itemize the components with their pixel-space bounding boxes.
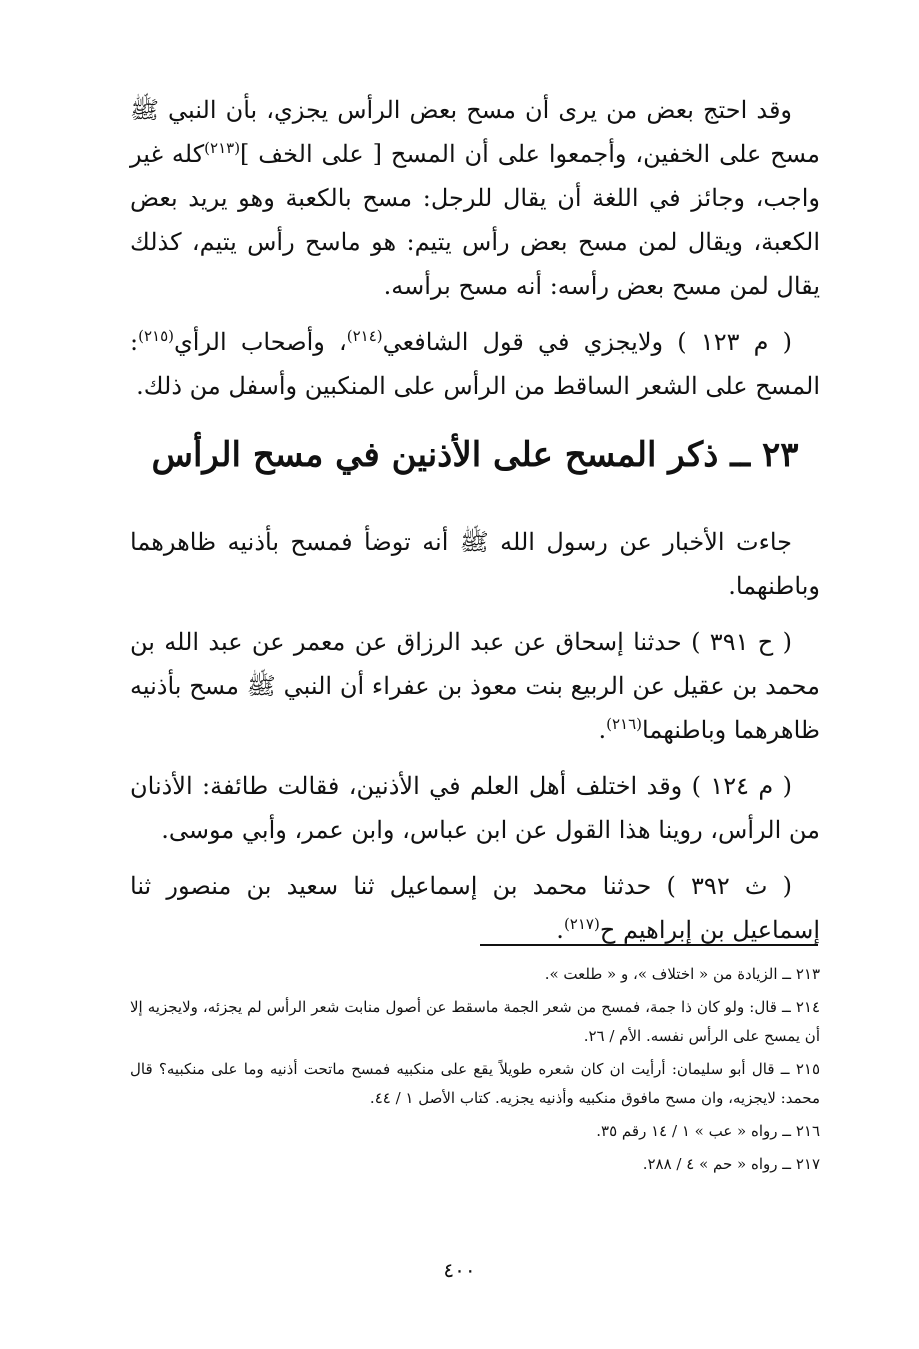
paragraph-text: كله غير واجب، وجائز في اللغة أن يقال للرجل: مسح بالكعبة وهو يريد بعض الكعبة، ويقال لمن مسح بعض رأس يتيم: هو ماسح رأس يتيم، كذلك يقال لمن مسح بعض رأسه: أنه مسح برأسه. [130, 140, 820, 300]
paragraph-text: ( م ١٢٣ ) ولايجزي في قول الشافعي [382, 328, 792, 356]
footnote: ٢١٣ ــ الزيادة من « اختلاف »، و « طلعت ». [544, 965, 820, 983]
footnotes [130, 960, 820, 1183]
section-heading: ٢٣ ــ ذكر المسح على الأذنين في مسح الرأس [151, 435, 799, 475]
paragraph-6 [130, 864, 820, 952]
footnote-ref[interactable]: (٢١٧) [563, 915, 600, 933]
paragraph-2 [130, 320, 820, 408]
paragraph-4 [130, 620, 820, 752]
footnote-ref[interactable]: (٢١٤) [346, 327, 383, 345]
footnote-ref[interactable]: (٢١٥) [138, 327, 174, 345]
main-text [130, 88, 820, 964]
paragraph-text: : المسح على الشعر الساقط من الرأس على المنكبين وأسفل من ذلك. [130, 328, 820, 400]
paragraph-text: وقد احتج بعض من يرى أن مسح بعض الرأس يجزي، بأن النبي ﷺ مسح على الخفين، وأجمعوا على أن المسح [ على الخف ] [130, 96, 820, 168]
footnote-divider [480, 944, 818, 946]
footnote-ref[interactable]: (٢١٦) [606, 715, 643, 733]
paragraph-text: ، وأصحاب الرأي [173, 328, 347, 356]
footnote: ٢١٥ ــ قال أبو سليمان: أرأيت ان كان شعره طويلاً يقع على منكبيه فمسح ماتحت أذنيه وما على منكبيه؟ قال محمد: لايجزيه، وان مسح مافوق منكبيه وأذنيه يجزيه. كتاب الأصل ١ / ٤٤. [130, 1060, 820, 1107]
footnote: ٢١٤ ــ قال: ولو كان ذا جمة، فمسح من شعر الجمة ماسقط عن أصول منابت شعر الرأس لم يجزئه، ولايجزيه إلا أن يمسح على الرأس نفسه. الأم / ٢٦. [130, 998, 820, 1045]
paragraph-text: ( ث ٣٩٢ ) حدثنا محمد بن إسماعيل ثنا سعيد بن منصور ثنا إسماعيل بن إبراهيم ح [130, 872, 820, 944]
paragraph-text: ( ح ٣٩١ ) حدثنا إسحاق عن عبد الرزاق عن معمر عن عبد الله بن محمد بن عقيل عن الربيع بنت معوذ بن عفراء أن النبي ﷺ مسح بأذنيه ظاهرهما وباطنهما [130, 628, 820, 744]
paragraph-text: . [556, 916, 564, 944]
footnote-ref[interactable]: (٢١٣) [204, 139, 241, 157]
paragraph-1 [130, 88, 820, 308]
footnote: ٢١٧ ــ رواه « حم » ٤ / ٢٨٨. [642, 1155, 820, 1173]
paragraph-5 [130, 764, 820, 852]
paragraph-text: ( م ١٢٤ ) وقد اختلف أهل العلم في الأذنين، فقالت طائفة: الأذنان من الرأس، روينا هذا القول عن ابن عباس، وابن عمر، وأبي موسى. [130, 772, 820, 844]
paragraph-text: . [598, 716, 607, 744]
paragraph-3 [130, 520, 820, 608]
footnote: ٢١٦ ــ رواه « عب » ١ / ١٤ رقم ٣٥. [596, 1122, 820, 1140]
page-number: ٤٠٠ [443, 1258, 476, 1282]
paragraph-text: جاءت الأخبار عن رسول الله ﷺ أنه توضأ فمسح بأذنيه ظاهرهما وباطنهما. [130, 528, 820, 600]
